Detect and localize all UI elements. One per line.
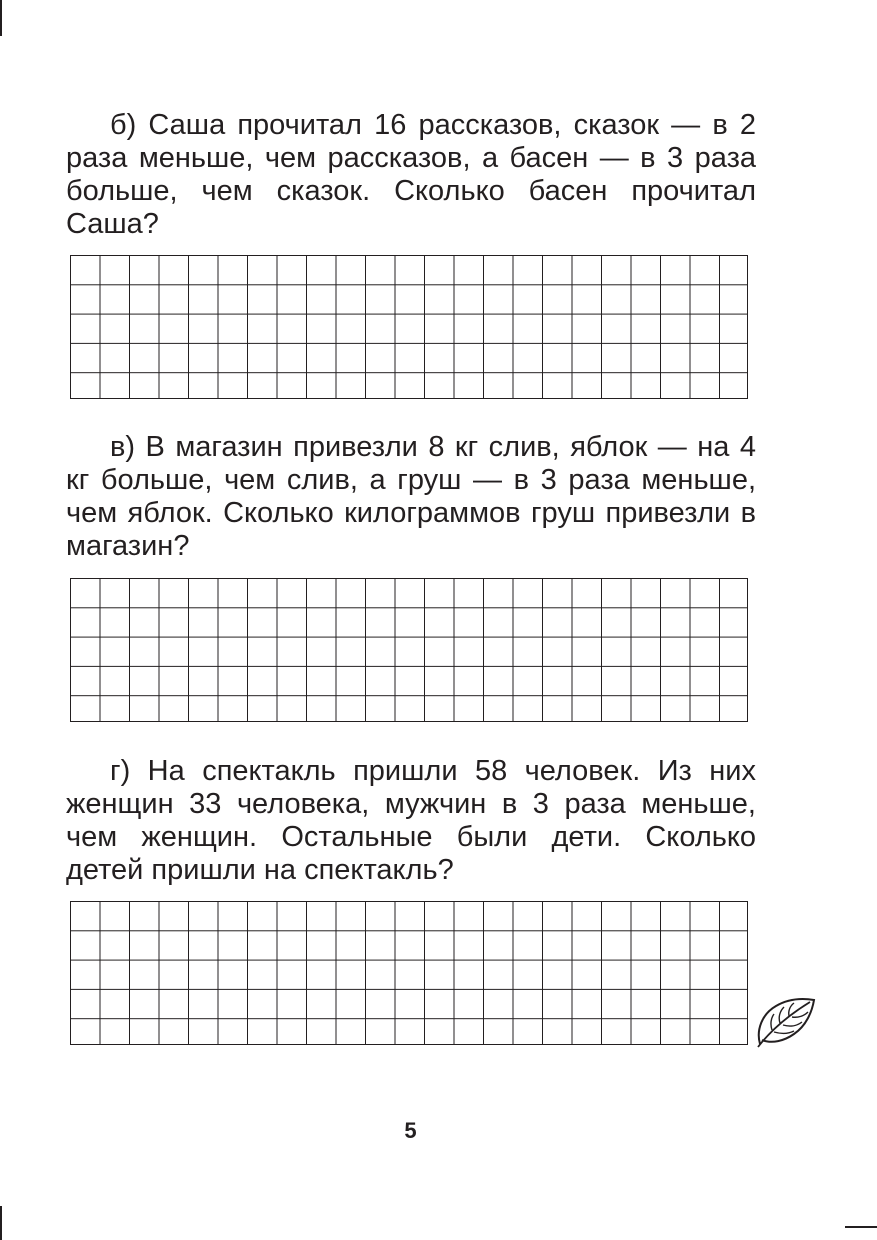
crop-mark-top-left xyxy=(0,0,2,36)
problem-g-text: г) На спектакль пришли 58 человек. Из них женщин 33 человека, мужчин в 3 раза меньше, чем женщин. Остальные были дети. Сколько детей пришли на спектакль? xyxy=(66,755,756,886)
answer-grid-b[interactable] xyxy=(70,255,748,399)
crop-mark-bottom-right xyxy=(845,1226,877,1228)
problem-b-text: б) Саша прочитал 16 рассказов, сказок — в 2 раза меньше, чем рассказов, а басен — в 3 раза больше, чем сказок. Сколько басен прочитал Саша? xyxy=(66,109,756,240)
page-number: 5 xyxy=(404,1118,417,1143)
leaf-icon xyxy=(754,994,818,1048)
answer-grid-v[interactable] xyxy=(70,578,748,722)
answer-grid-g[interactable] xyxy=(70,901,748,1045)
problem-v-text: в) В магазин привезли 8 кг слив, яблок — на 4 кг больше, чем слив, а груш — в 3 раза меньше, чем яблок. Сколько килограммов груш привезли в магазин? xyxy=(66,431,756,562)
crop-mark-bottom-left xyxy=(0,1206,2,1240)
